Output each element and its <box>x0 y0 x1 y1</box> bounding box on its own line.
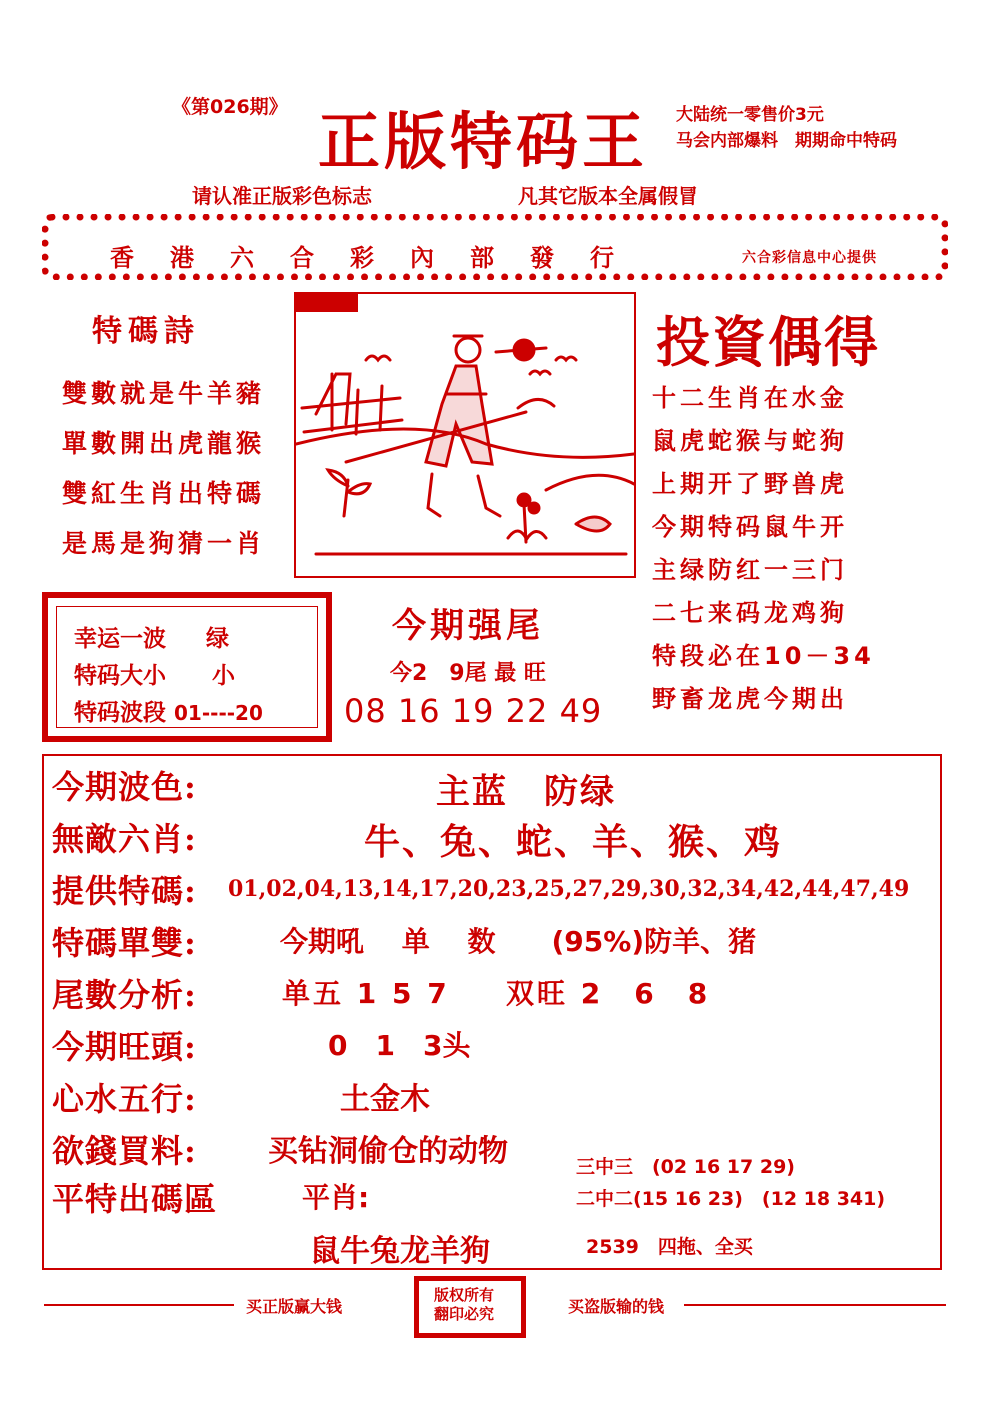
lucky-row-range <box>74 694 263 727</box>
invest-line: 十二生肖在水金 <box>652 384 848 412</box>
element-value: 土金木 <box>340 1082 430 1117</box>
invest-line: 主绿防红一三门 <box>652 556 848 584</box>
lucky-label: 特码波段 <box>74 700 166 726</box>
issue-number: 《第026期》 <box>172 96 288 118</box>
head-label: 今期旺頭: <box>52 1028 197 1066</box>
flat-zodiac-value: 鼠牛兔龙羊狗 <box>310 1234 490 1269</box>
poem-title: 特碼詩 <box>92 314 200 349</box>
poem-line: 雙數就是牛羊豬 <box>62 379 266 408</box>
strong-tail-numbers: 08 16 19 22 49 <box>344 692 603 730</box>
invest-line: 二七来码龙鸡狗 <box>652 599 848 627</box>
lucky-label: 幸运一波 <box>74 626 166 652</box>
wave-color-label: 今期波色: <box>52 768 197 806</box>
special-code-value: 01,02,04,13,14,17,20,23,25,27,29,30,32,34,42,44,47,49 <box>228 876 910 902</box>
tail-analysis-label: 尾數分析: <box>52 976 197 1014</box>
footer-divider-left <box>44 1304 234 1306</box>
strong-tail-title: 今期强尾 <box>392 606 544 646</box>
buy-label: 欲錢買料: <box>52 1132 197 1170</box>
odd-even-label: 特碼單雙: <box>52 924 197 962</box>
lucky-label: 特码大小 <box>74 663 166 689</box>
copyright-line-1: 版权所有 <box>434 1286 495 1304</box>
invest-line: 鼠虎蛇猴与蛇狗 <box>652 427 848 455</box>
copyright-line-2: 翻印必究 <box>434 1305 495 1323</box>
six-zodiac-value: 牛、兔、蛇、羊、猴、鸡 <box>364 822 783 863</box>
illustration-frame <box>294 292 636 578</box>
poem-line: 雙紅生肖出特碼 <box>62 479 266 508</box>
buy-value: 买钻洞偷仓的动物 <box>268 1134 508 1169</box>
tail-analysis-odd: 单五 1 5 7 <box>282 977 450 1010</box>
flat-code-label: 平特出碼區 <box>52 1180 218 1218</box>
poem-line: 是馬是狗猜一肖 <box>62 529 266 558</box>
main-title: 正版特码王 <box>318 105 649 178</box>
wave-color-value: 主蓝 防绿 <box>436 772 616 812</box>
insider-note: 马会内部爆料 期期命中特码 <box>676 131 897 151</box>
three-hit-note: 三中三 (02 16 17 29) <box>576 1156 795 1178</box>
lucky-row-size <box>74 657 235 690</box>
special-code-label: 提供特碼: <box>52 872 197 910</box>
six-zodiac-label: 無敵六肖: <box>52 820 197 858</box>
lucky-value: 01----20 <box>174 701 263 725</box>
invest-line: 野畜龙虎今期出 <box>652 685 848 713</box>
fake-notice: 凡其它版本全属假冒 <box>518 184 698 208</box>
drag-note: 2539 四拖、全买 <box>586 1236 753 1258</box>
banner-subtext: 六合彩信息中心提供 <box>742 250 877 266</box>
farmer-illustration <box>296 294 634 576</box>
banner-text: 香港六合彩內部發行 <box>110 244 650 272</box>
illustration-label <box>296 294 358 312</box>
footer-left-slogan: 买正版赢大钱 <box>246 1297 343 1316</box>
tail-analysis-even: 双旺 2 6 8 <box>506 977 711 1010</box>
head-value: 0 1 3头 <box>328 1029 471 1062</box>
poem-line: 單數開出虎龍猴 <box>62 429 266 458</box>
strong-tail-sub: 今2 9尾 最 旺 <box>390 661 546 686</box>
invest-title: 投資偶得 <box>656 310 880 374</box>
authentic-notice: 请认准正版彩色标志 <box>192 184 372 208</box>
element-label: 心水五行: <box>52 1080 197 1118</box>
price-note: 大陆统一零售价3元 <box>676 105 824 125</box>
invest-line: 今期特码鼠牛开 <box>652 513 848 541</box>
two-hit-note: 二中二(15 16 23) (12 18 341) <box>576 1188 886 1210</box>
invest-line: 上期开了野兽虎 <box>652 470 848 498</box>
odd-even-value: 今期吼 单 数 (95%)防羊、猪 <box>280 925 757 958</box>
footer-right-slogan: 买盗版输的钱 <box>568 1297 665 1316</box>
lucky-value: 绿 <box>206 626 230 652</box>
footer-divider-right <box>684 1304 946 1306</box>
lucky-value: 小 <box>212 663 236 689</box>
lucky-row-wave <box>74 620 229 653</box>
flat-zodiac-label: 平肖: <box>302 1181 370 1214</box>
invest-line: 特段必在10－34 <box>652 642 875 670</box>
